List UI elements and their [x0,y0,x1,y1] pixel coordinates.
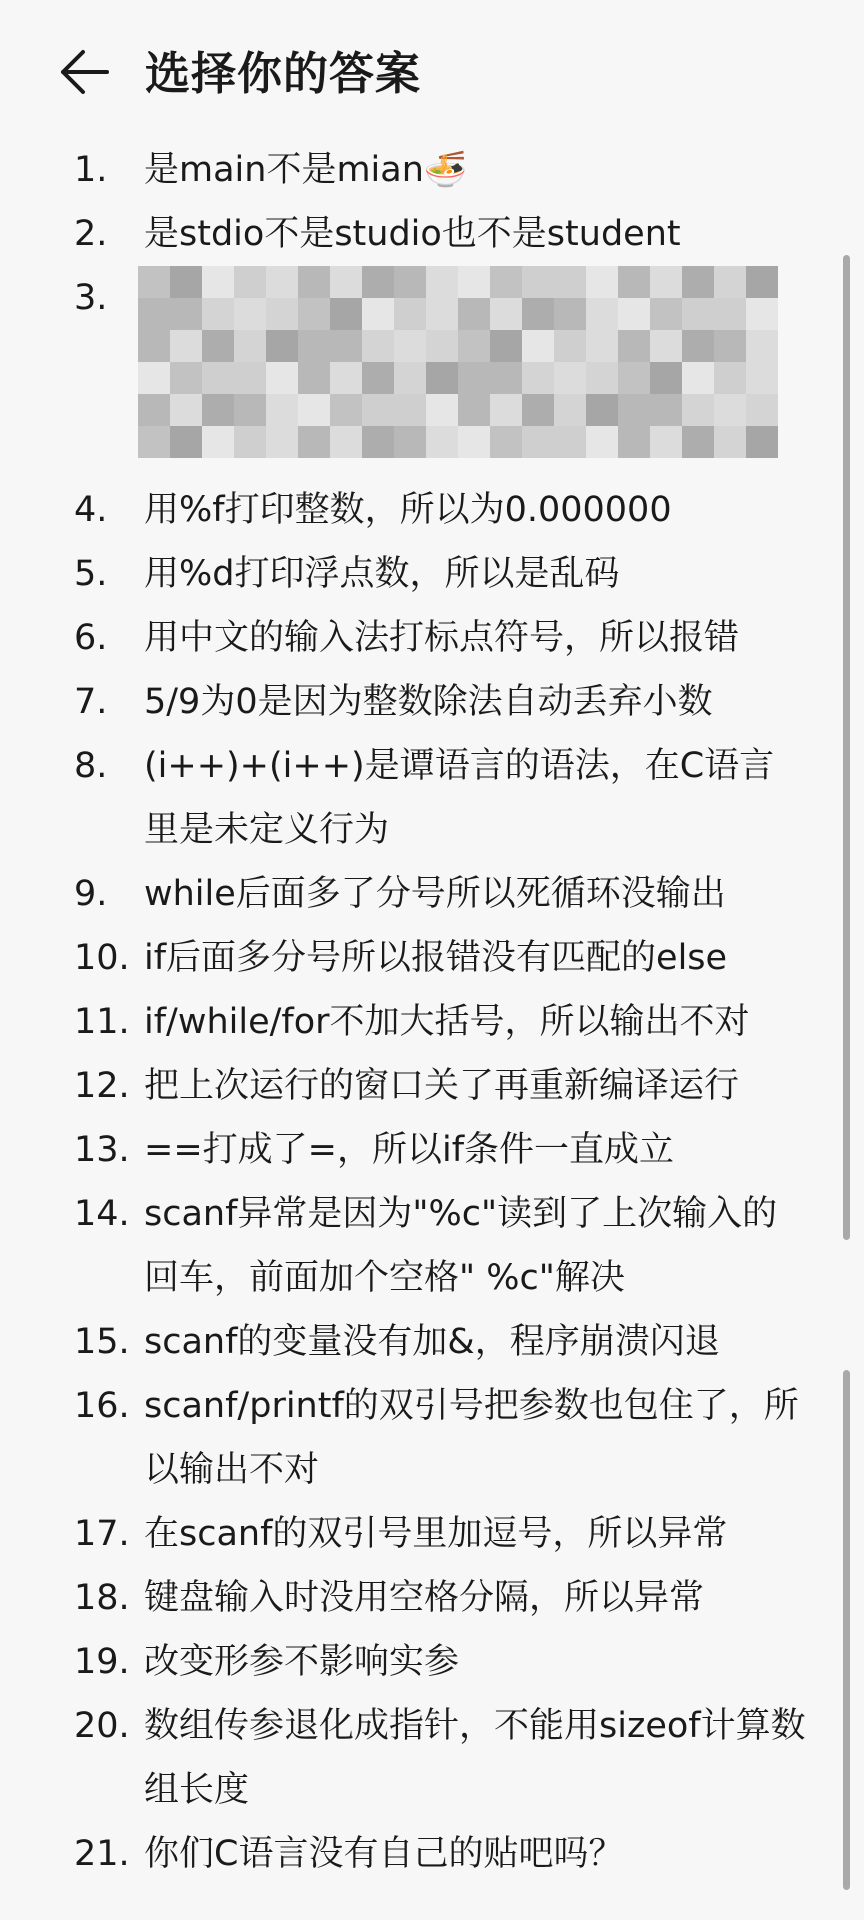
item-text-content: scanf/printf的双引号把参数也包住了，所以输出不对 [144,1386,799,1490]
item-number: 13. [74,1130,130,1170]
item-number: 19. [74,1642,130,1682]
list-item [0,926,864,990]
list-item [0,202,864,266]
list-item [0,1694,864,1822]
item-number: 18. [74,1578,130,1618]
item-text [144,606,809,670]
item-text [144,670,809,734]
list-item [0,734,864,862]
item-number: 7. [74,682,108,722]
item-text [144,1694,809,1822]
item-number: 5. [74,554,108,594]
item-text-content: while后面多了分号所以死循环没输出 [144,874,726,914]
answer-list [0,138,864,1886]
list-item [0,670,864,734]
list-item [0,1310,864,1374]
item-text [144,1822,809,1886]
list-item [0,542,864,606]
item-number: 6. [74,618,108,658]
list-item [0,1054,864,1118]
item-number: 16. [74,1386,130,1426]
item-text-content: 是stdio不是studio也不是student [144,214,681,254]
item-text [144,926,809,990]
item-text [144,1630,809,1694]
item-text [144,734,809,862]
item-number: 15. [74,1322,130,1362]
item-text [144,1502,809,1566]
item-number: 20. [74,1706,130,1746]
item-text-content: 是main不是mian [144,150,424,190]
item-number: 3. [74,278,108,318]
item-text-content: if/while/for不加大括号，所以输出不对 [144,1002,750,1042]
list-item [0,1566,864,1630]
item-text [144,1374,809,1502]
item-text-content: if后面多分号所以报错没有匹配的else [144,938,728,978]
list-item [0,1822,864,1886]
item-text-content: 键盘输入时没用空格分隔，所以异常 [144,1578,705,1618]
page-title: 选择你的答案 [145,47,422,100]
item-number: 2. [74,214,108,254]
item-text-content: 用%f打印整数，所以为0.000000 [144,490,672,530]
back-button[interactable] [55,42,115,102]
list-item [0,1630,864,1694]
noodle-emoji-icon: 🍜 [423,150,468,190]
list-item [0,478,864,542]
list-item [0,1118,864,1182]
list-item [0,138,864,202]
list-item [0,606,864,670]
item-text-content: 用%d打印浮点数，所以是乱码 [144,554,620,594]
list-item [0,862,864,926]
item-text [144,138,809,202]
item-number: 12. [74,1066,130,1106]
item-text [144,542,809,606]
item-text [144,1054,809,1118]
list-item [0,266,864,478]
item-text-content: 改变形参不影响实参 [144,1642,460,1682]
item-text [144,1566,809,1630]
item-text-content: 你们C语言没有自己的贴吧吗？ [144,1834,624,1874]
item-number: 10. [74,938,130,978]
item-number: 4. [74,490,108,530]
item-text-content: 数组传参退化成指针，不能用sizeof计算数组长度 [144,1706,806,1810]
item-text [144,478,809,542]
item-text-content: 把上次运行的窗口关了再重新编译运行 [144,1066,740,1106]
item-text-content: 5/9为0是因为整数除法自动丢弃小数 [144,682,713,722]
list-item [0,1502,864,1566]
item-text [144,1310,809,1374]
item-text-content: (i++)+(i++)是谭语言的语法，在C语言里是未定义行为 [144,746,775,850]
item-text-content: scanf的变量没有加&，程序崩溃闪退 [144,1322,720,1362]
item-number: 14. [74,1194,130,1234]
item-text-content: 用中文的输入法打标点符号，所以报错 [144,618,740,658]
list-item [0,990,864,1054]
item-number: 9. [74,874,108,914]
item-text [144,990,809,1054]
item-text [144,1118,809,1182]
item-number: 21. [74,1834,130,1874]
item-number: 1. [74,150,108,190]
redacted-mosaic [138,266,778,471]
item-number: 17. [74,1514,130,1554]
header-bar [0,0,864,150]
item-text [144,862,809,926]
list-item [0,1374,864,1502]
scrollbar-lower[interactable] [843,1370,850,1890]
item-text [144,202,809,266]
list-item [0,1182,864,1310]
scrollbar-upper[interactable] [843,255,850,1240]
item-number: 11. [74,1002,130,1042]
item-text-content: 在scanf的双引号里加逗号，所以异常 [144,1514,728,1554]
item-text-content: ==打成了=，所以if条件一直成立 [144,1130,675,1170]
item-text-content: scanf异常是因为"%c"读到了上次输入的回车，前面加个空格" %c"解决 [144,1194,778,1298]
arrow-left-icon [55,42,115,102]
item-text [144,1182,809,1310]
item-number: 8. [74,746,108,786]
